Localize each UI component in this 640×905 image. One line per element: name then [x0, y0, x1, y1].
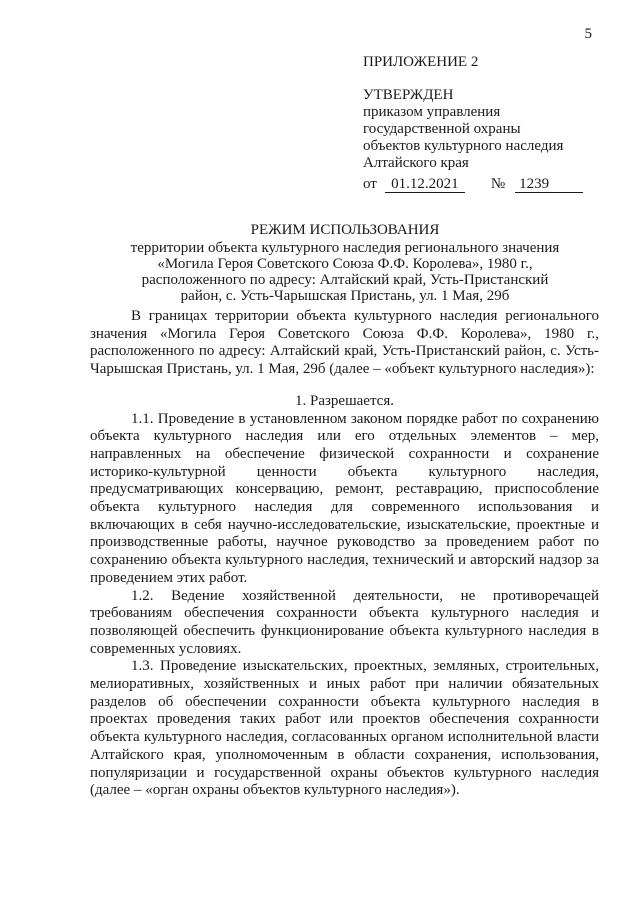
approved-by-line: государственной охраны: [363, 121, 521, 137]
item-1-2: 1.2. Ведение хозяйственной деятельности, не противоречащей требованиям обеспечения сохранности объекта культурного наследия и позволяющей обеспечить функционирование объекта культурного наследия в современных условиях.: [90, 587, 599, 657]
heading-subtitle-line: «Могила Героя Советского Союза Ф.Ф. Королева», 1980 г.,: [157, 256, 533, 272]
document-heading: [90, 222, 600, 304]
item-1-3: 1.3. Проведение изыскательских, проектных, земляных, строительных, мелиоративных, хозяйственных и иных работ при наличии обязательных разделов об обеспечении сохранности объекта культурного наследия в проектах проведения таких работ или проектов обеспечения сохранности объекта культурного наследия, согласованных органом исполнительной власти Алтайского края, уполномоченным в области сохранения, использования, популяризации и государственной охраны объектов культурного наследия (далее – «орган охраны объектов культурного наследия»).: [90, 658, 599, 799]
page-number: 5: [584, 26, 592, 42]
order-date: 01.12.2021: [385, 177, 465, 193]
document-body: [90, 308, 599, 800]
heading-title: РЕЖИМ ИСПОЛЬЗОВАНИЯ: [250, 222, 440, 238]
number-prefix: №: [490, 176, 506, 192]
approved-by-line: объектов культурного наследия: [363, 138, 564, 154]
intro-paragraph: В границах территории объекта культурного наследия регионального значения «Могила Героя Советского Союза Ф.Ф. Королева», 1980 г., расположенного по адресу: Алтайский край, Усть-Пристанский район, с. Усть-Чарышская Пристань, ул. 1 Мая, 29б (далее – «объект культурного наследия»):: [90, 308, 599, 378]
annex-title: ПРИЛОЖЕНИЕ 2: [363, 54, 479, 70]
heading-subtitle-line: расположенного по адресу: Алтайский край, Усть-Пристанский: [141, 272, 549, 288]
approved-by-line: приказом управления: [363, 104, 501, 120]
item-1-1: 1.1. Проведение в установленном законом порядке работ по сохранению объекта культурного наследия или его отдельных элементов – мер, направленных на обеспечение физической сохранности и сохранение историко-культурной ценности объекта культурного наследия, предусматривающих консервацию, ремонт, реставрацию, приспособление объекта культурного наследия для современного использования и включающих в себя научно-исследовательские, изыскательские, проектные и производственные работы, научное руководство за проведением работ по сохранению объекта культурного наследия, технический и авторский надзор за проведением этих работ.: [90, 410, 599, 586]
approved-label: УТВЕРЖДЕН: [363, 87, 454, 103]
heading-subtitle-line: район, с. Усть-Чарышская Пристань, ул. 1 Мая, 29б: [180, 288, 510, 304]
date-prefix: от: [363, 176, 377, 192]
approved-by-line: Алтайского края: [363, 155, 469, 171]
section-title: 1. Разрешается.: [295, 392, 394, 409]
order-date-line: [363, 176, 603, 193]
annex-block: [363, 54, 603, 193]
order-number: 1239: [515, 177, 583, 193]
heading-subtitle-line: территории объекта культурного наследия регионального значения: [130, 240, 560, 256]
